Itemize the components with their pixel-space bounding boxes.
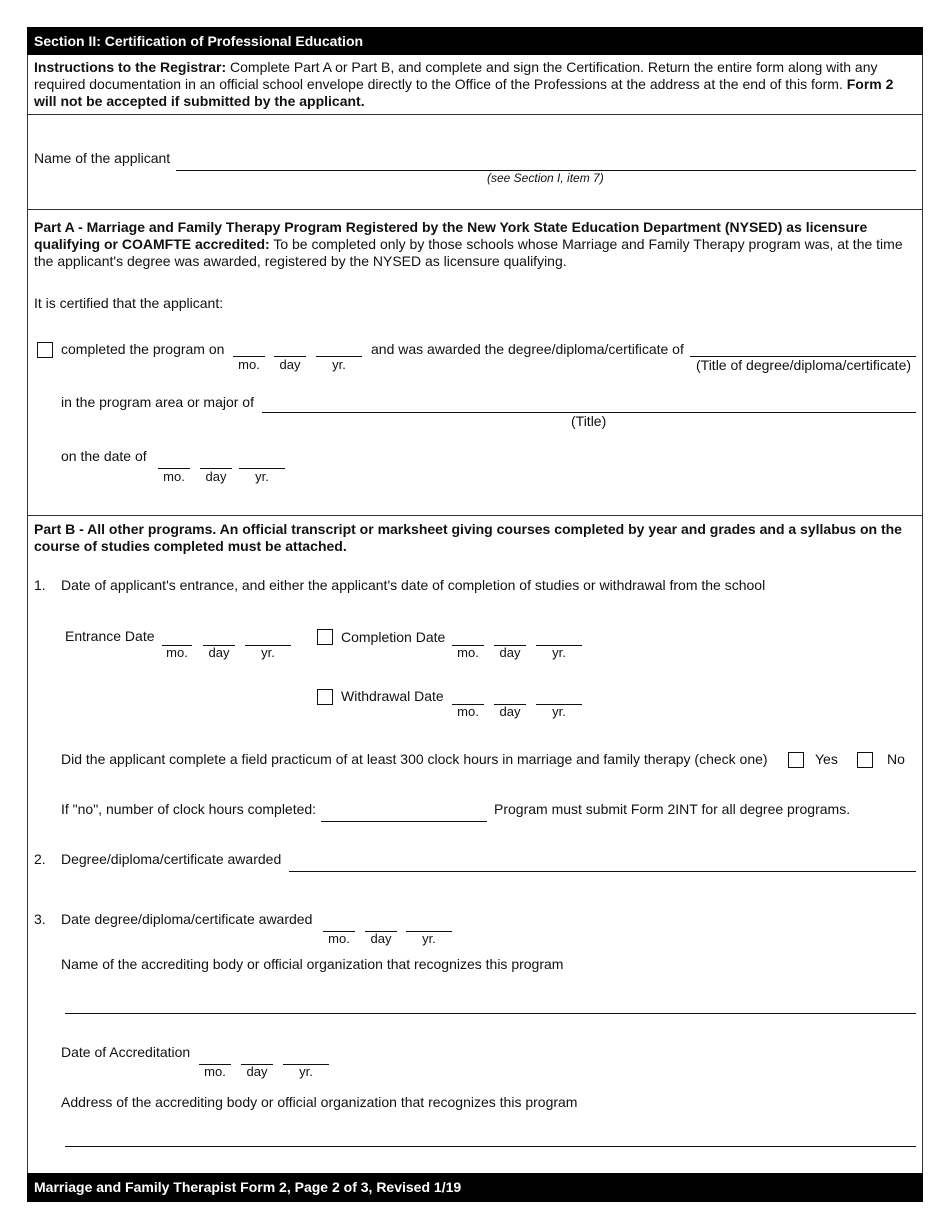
program-area-label: in the program area or major of	[61, 394, 254, 410]
day-label: day	[279, 357, 301, 372]
divider	[27, 209, 923, 210]
mo-label: mo.	[457, 704, 479, 719]
accreditation-day-field[interactable]	[241, 1046, 273, 1064]
instructions-warning: Form 2 will not be accepted if submitted by the applicant.	[34, 76, 894, 109]
completed-program-checkbox[interactable]	[37, 342, 53, 358]
withdrawal-day-field[interactable]	[494, 686, 526, 704]
accrediting-name-label: Name of the accrediting body or official organization that recognizes this program	[61, 956, 564, 972]
part-b-heading: Part B - All other programs. An official transcript or marksheet giving courses completed by year and grades and a syllabus on the course of studies completed must be attached.	[34, 521, 902, 554]
mo-label: mo.	[328, 931, 350, 946]
completion-day-field[interactable]	[494, 627, 526, 645]
accrediting-name-line	[65, 1013, 916, 1014]
day-label: day	[499, 645, 521, 660]
date-of-label: on the date of	[61, 448, 147, 464]
accrediting-address-label: Address of the accrediting body or official organization that recognizes this program	[61, 1094, 578, 1110]
mo-label: mo.	[457, 645, 479, 660]
entrance-mo-field[interactable]	[162, 627, 192, 645]
completed-day-field[interactable]	[274, 338, 306, 356]
divider	[27, 114, 923, 115]
mo-label: mo.	[238, 357, 260, 372]
clock-hours-line	[321, 821, 487, 822]
section-header	[27, 27, 923, 55]
degree-awarded-line	[289, 871, 916, 872]
item-2-number: 2.	[34, 851, 46, 867]
item-3-text: Date degree/diploma/certificate awarded	[61, 911, 313, 927]
instructions-body: Complete Part A or Part B, and complete and sign the Certification. Return the entire form along with any required documentation in an official school envelope directly to the Office of the Professions at the address at the end of this form.	[34, 59, 878, 92]
yr-label: yr.	[422, 931, 436, 946]
day-label: day	[205, 469, 227, 484]
degree-awarded-field[interactable]	[289, 853, 916, 871]
accreditation-yr-field[interactable]	[283, 1046, 329, 1064]
accrediting-address-line	[65, 1146, 916, 1147]
yr-label: yr.	[552, 704, 566, 719]
accreditation-mo-field[interactable]	[199, 1046, 231, 1064]
item-2-text: Degree/diploma/certificate awarded	[61, 851, 282, 867]
instructions-lead: Instructions to the Registrar:	[34, 59, 227, 75]
completed-mo-field[interactable]	[233, 338, 265, 356]
accrediting-address-field[interactable]	[65, 1128, 916, 1146]
part-a-heading	[34, 219, 910, 270]
completed-program-label: completed the program on	[61, 341, 225, 357]
entrance-date-label: Entrance Date	[65, 628, 155, 644]
part-a-title: Part A - Marriage and Family Therapy Program Registered by the New York State Education Department (NYSED) as licensure qualifying or COAMFTE accredited:	[34, 219, 868, 252]
day-label: day	[370, 931, 392, 946]
completion-yr-field[interactable]	[536, 627, 582, 645]
awarded-mo-field[interactable]	[323, 913, 355, 931]
awarded-label: and was awarded the degree/diploma/certificate of	[371, 341, 684, 357]
clock-hours-label: If "no", number of clock hours completed:	[61, 801, 317, 817]
form-2int-note: Program must submit Form 2INT for all degree programs.	[494, 801, 851, 817]
practicum-yes-label: Yes	[815, 751, 838, 767]
awarded-day-field[interactable]	[365, 913, 397, 931]
item-3-number: 3.	[34, 911, 46, 927]
yr-label: yr.	[261, 645, 275, 660]
footer-bar	[27, 1173, 923, 1202]
accreditation-date-label: Date of Accreditation	[61, 1044, 191, 1060]
withdrawal-date-checkbox[interactable]	[317, 689, 333, 705]
program-area-caption: (Title)	[571, 413, 607, 429]
completion-date-label: Completion Date	[341, 629, 446, 645]
practicum-yes-checkbox[interactable]	[788, 752, 804, 768]
applicant-name-label: Name of the applicant	[34, 150, 171, 166]
day-label: day	[499, 704, 521, 719]
yr-label: yr.	[255, 469, 269, 484]
footer-text: Marriage and Family Therapist Form 2, Page 2 of 3, Revised 1/19	[34, 1179, 462, 1195]
yr-label: yr.	[552, 645, 566, 660]
practicum-no-checkbox[interactable]	[857, 752, 873, 768]
clock-hours-field[interactable]	[321, 803, 487, 821]
day-label: day	[246, 1064, 268, 1079]
date-of-day-field[interactable]	[200, 450, 232, 468]
completion-date-checkbox[interactable]	[317, 629, 333, 645]
completion-mo-field[interactable]	[452, 627, 484, 645]
applicant-name-note: (see Section I, item 7)	[487, 171, 604, 185]
practicum-no-label: No	[887, 751, 905, 767]
degree-title-caption: (Title of degree/diploma/certificate)	[696, 357, 912, 373]
accrediting-name-field[interactable]	[65, 995, 916, 1013]
instructions	[34, 59, 910, 110]
day-label: day	[208, 645, 230, 660]
item-1-text: Date of applicant's entrance, and either the applicant's date of completion of studies or withdrawal from the school	[61, 577, 766, 593]
program-area-field[interactable]	[262, 394, 916, 412]
entrance-day-field[interactable]	[203, 627, 235, 645]
certified-text: It is certified that the applicant:	[34, 295, 224, 311]
withdrawal-mo-field[interactable]	[452, 686, 484, 704]
mo-label: mo.	[204, 1064, 226, 1079]
entrance-yr-field[interactable]	[245, 627, 291, 645]
withdrawal-date-label: Withdrawal Date	[341, 688, 444, 704]
awarded-yr-field[interactable]	[406, 913, 452, 931]
withdrawal-yr-field[interactable]	[536, 686, 582, 704]
date-of-yr-field[interactable]	[239, 450, 285, 468]
date-of-mo-field[interactable]	[158, 450, 190, 468]
applicant-name-field[interactable]	[176, 152, 916, 170]
completed-yr-field[interactable]	[316, 338, 362, 356]
degree-title-field[interactable]	[690, 338, 916, 356]
yr-label: yr.	[332, 357, 346, 372]
divider	[27, 515, 923, 516]
part-a-description: To be completed only by those schools whose Marriage and Family Therapy program was, at the time the applicant's degree was awarded, registered by the NYSED as licensure qualifying.	[34, 236, 903, 269]
yr-label: yr.	[299, 1064, 313, 1079]
section-title: Section II: Certification of Professional Education	[34, 33, 364, 49]
practicum-question: Did the applicant complete a field practicum of at least 300 clock hours in marriage and family therapy (check one)	[61, 751, 768, 767]
mo-label: mo.	[163, 469, 185, 484]
mo-label: mo.	[166, 645, 188, 660]
form-frame	[27, 27, 923, 1202]
item-1-number: 1.	[34, 577, 46, 593]
